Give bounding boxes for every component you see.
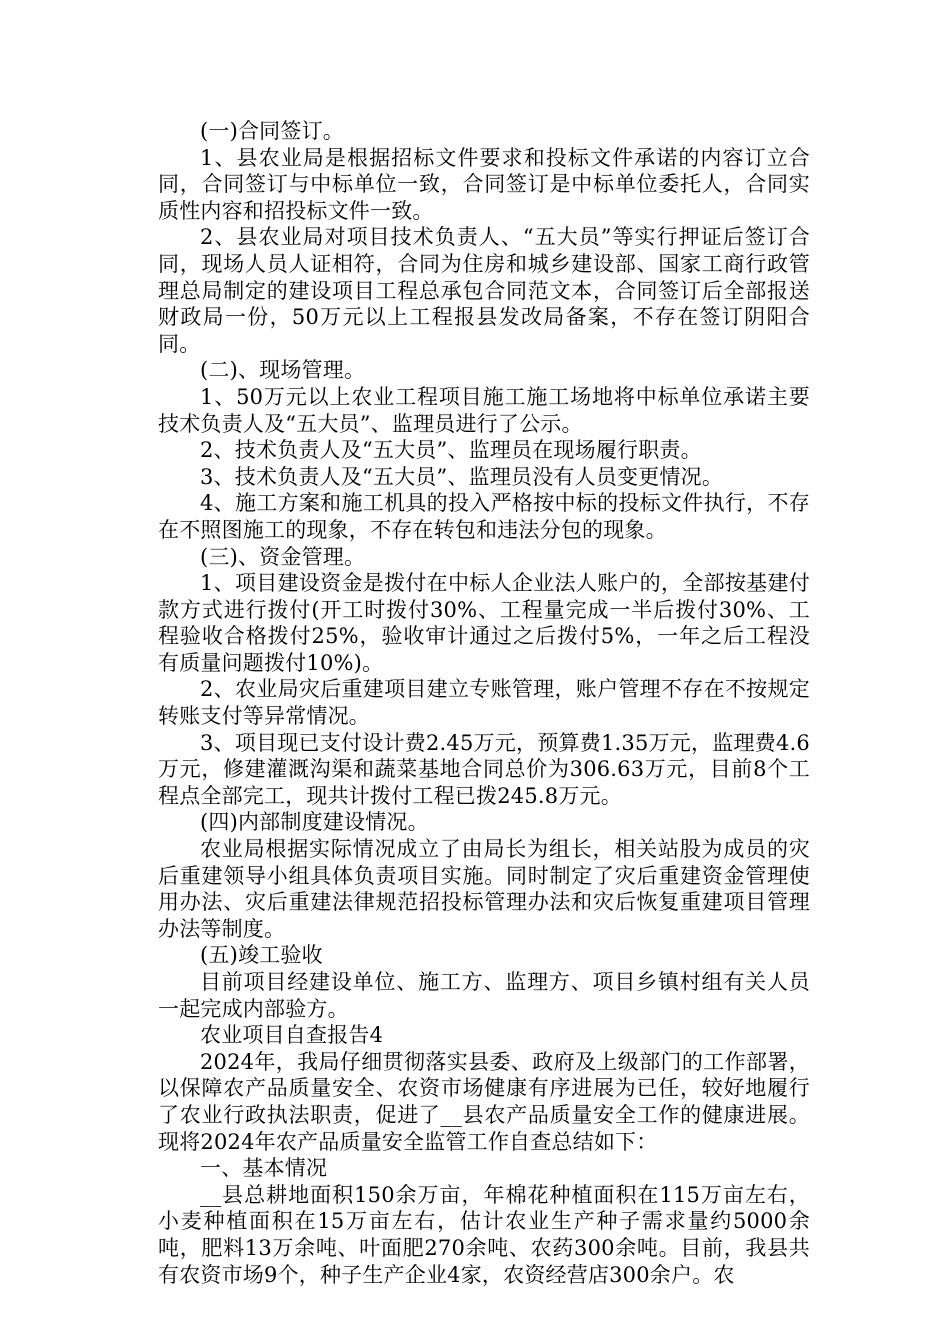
paragraph: 3、项目现已支付设计费2.45万元，预算费1.35万元，监理费4.6万元，修建灌溉沟渠和蔬菜基地合同总价为306.63万元，目前8个工程点全部完工，现共计拨付工程已拨245.8万元。 — [158, 730, 810, 808]
section-heading-site-management: (二)、现场管理。 — [200, 358, 366, 383]
paragraph: 4、施工方案和施工机具的投入严格按中标的投标文件执行，不存在不照图施工的现象，不存在转包和违法分包的现象。 — [158, 491, 810, 542]
paragraph: 1、50万元以上农业工程项目施工施工场地将中标单位承诺主要技术负责人及“五大员”、监理员进行了公示。 — [158, 384, 810, 436]
paragraph: 2、县农业局对项目技术负责人、“五大员”等实行押证后签订合同，现场人员人证相符，合同为住房和城乡建设部、国家工商行政管理总局制定的建设项目工程总承包合同范文本，合同签订后全部报送财政局一份，50万元以上工程报县发改局备案，不存在签订阴阳合同。 — [158, 225, 810, 356]
section-heading-internal-system: (四)内部制度建设情况。 — [200, 810, 429, 835]
section-heading-fund-management: (三)、资金管理。 — [200, 544, 366, 569]
paragraph: 2024年，我局仔细贯彻落实县委、政府及上级部门的工作部署，以保障农产品质量安全、农资市场健康有序进展为已任，较好地履行了农业行政执法职责，促进了__县农产品质量安全工作的健康进展。现将2024年农产品质量安全监管工作自查总结如下： — [158, 1049, 810, 1154]
paragraph: 目前项目经建设单位、施工方、监理方、项目乡镇村组有关人员一起完成内部验方。 — [158, 970, 810, 1021]
report-title: 农业项目自查报告4 — [200, 1023, 384, 1048]
paragraph: 2、技术负责人及“五大员”、监理员在现场履行职责。 — [200, 438, 702, 463]
paragraph: __县总耕地面积150余万亩，年棉花种植面积在115万亩左右，小麦种植面积在15万亩左右，估计农业生产种子需求量约5000余吨，肥料13万余吨、叶面肥270余吨、农药300余吨。目前，我县共有农资市场9个，种子生产企业4家，农资经营店300余户。农 — [158, 1182, 810, 1287]
section-heading-basic-situation: 一、基本情况 — [200, 1156, 328, 1181]
paragraph: 2、农业局灾后重建项目建立专账管理，账户管理不存在不按规定转账支付等异常情况。 — [158, 677, 810, 729]
paragraph: 3、技术负责人及“五大员”、监理员没有人员变更情况。 — [200, 464, 724, 489]
section-heading-completion-acceptance: (五)竣工验收 — [200, 943, 323, 968]
paragraph: 1、县农业局是根据招标文件要求和投标文件承诺的内容订立合同，合同签订与中标单位一致，合同签订是中标单位委托人，合同实质性内容和招投标文件一致。 — [158, 145, 810, 223]
paragraph: 1、项目建设资金是拨付在中标人企业法人账户的，全部按基建付款方式进行拨付(开工时拨付30%、工程量完成一半后拨付30%、工程验收合格拨付25%，验收审计通过之后拨付5%，一年之后工程没有质量问题拨付10%)。 — [158, 571, 810, 675]
paragraph: 农业局根据实际情况成立了由局长为组长，相关站股为成员的灾后重建领导小组具体负责项目实施。同时制定了灾后重建资金管理使用办法、灾后重建法律规范招投标管理办法和灾后恢复重建项目管理办法等制度。 — [158, 837, 810, 941]
section-heading-contract-signing: (一)合同签订。 — [200, 119, 344, 143]
document-body — [158, 118, 810, 1288]
